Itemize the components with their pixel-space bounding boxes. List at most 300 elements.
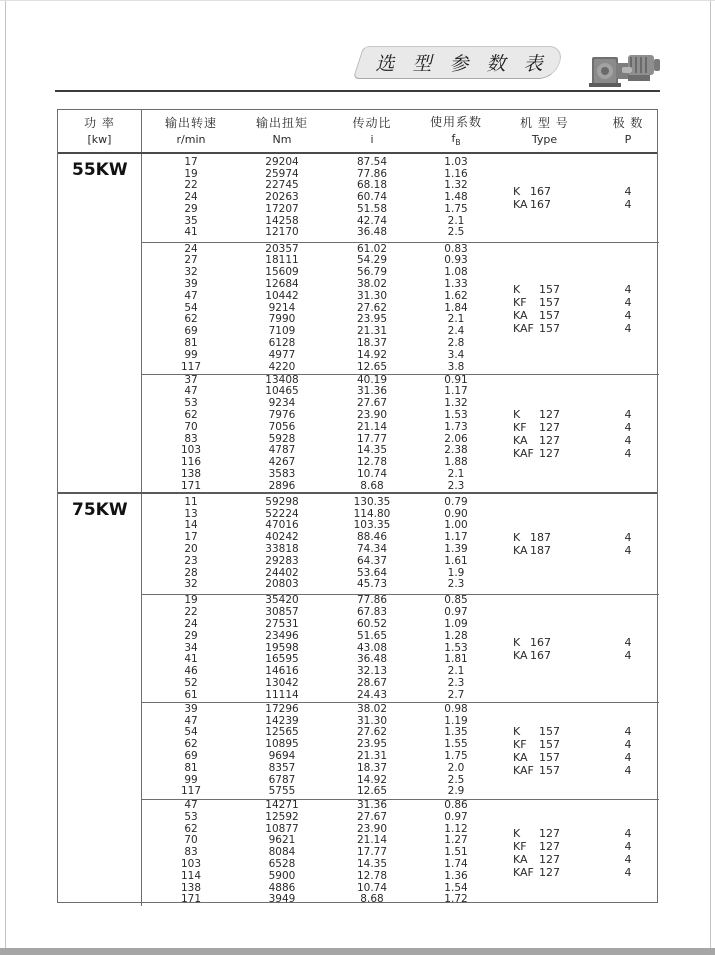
- ratio-block: [142, 594, 659, 702]
- speed-cell: 19: [184, 594, 198, 607]
- torque-cell: 4220: [268, 360, 296, 373]
- ratio-cell: 54.29: [356, 254, 388, 267]
- speed-cell: 46: [184, 665, 198, 678]
- torque-cell: 9621: [268, 834, 296, 847]
- model-prefix: KAF: [513, 866, 534, 879]
- torque-cell: 6787: [268, 773, 296, 786]
- speed-cell: 103: [180, 857, 202, 870]
- factor-cell: 2.9: [447, 785, 465, 798]
- model-prefix: KF: [513, 420, 527, 434]
- table-row: [142, 244, 659, 256]
- poles-cell: 4: [624, 308, 632, 322]
- power-rating-label: 75KW: [72, 500, 128, 520]
- torque-cell: 5900: [268, 869, 296, 882]
- ratio-cell: 8.68: [360, 893, 384, 906]
- factor-cell: 0.83: [444, 242, 468, 255]
- poles-cell: 4: [624, 725, 632, 738]
- poles-cell: 4: [624, 295, 632, 309]
- ratio-cell: 14.35: [356, 444, 388, 457]
- factor-cell: 0.97: [444, 606, 468, 619]
- speed-cell: 22: [184, 179, 198, 192]
- torque-cell: 17296: [265, 702, 299, 715]
- ratio-cell: 43.08: [356, 641, 388, 654]
- speed-cell: 41: [184, 226, 198, 239]
- speed-cell: 53: [184, 810, 198, 823]
- factor-cell: 1.81: [444, 653, 468, 666]
- factor-cell: 1.48: [444, 191, 468, 204]
- torque-cell: 29283: [265, 554, 299, 567]
- ratio-cell: 38.02: [356, 278, 388, 290]
- model-prefix: K: [513, 282, 521, 296]
- speed-cell: 29: [184, 202, 198, 215]
- factor-cell: 2.4: [447, 325, 465, 338]
- ratio-cell: 14.92: [356, 773, 388, 786]
- torque-cell: 4267: [268, 456, 296, 469]
- model-prefix: KF: [513, 840, 527, 853]
- speed-cell: 62: [184, 313, 198, 326]
- factor-cell: 1.62: [444, 289, 468, 302]
- speed-cell: 19: [184, 167, 198, 180]
- factor-cell: 2.06: [444, 432, 468, 445]
- model-prefix: KA: [513, 648, 528, 662]
- factor-cell: 0.90: [444, 507, 468, 520]
- factor-cell: 1.09: [444, 618, 468, 630]
- ratio-cell: 12.78: [356, 869, 388, 882]
- factor-cell: 2.3: [447, 676, 465, 689]
- ratio-cell: 77.86: [356, 594, 388, 607]
- factor-cell: 1.12: [444, 822, 468, 835]
- ratio-cell: 28.67: [356, 676, 388, 689]
- speed-cell: 32: [184, 578, 198, 591]
- ratio-cell: 74.34: [356, 543, 388, 555]
- speed-cell: 23: [184, 554, 198, 567]
- factor-cell: 1.33: [444, 278, 468, 290]
- speed-cell: 24: [184, 242, 198, 255]
- torque-cell: 24402: [265, 566, 299, 579]
- torque-cell: 5928: [268, 432, 296, 445]
- torque-cell: 33818: [265, 543, 299, 555]
- factor-cell: 1.35: [444, 726, 468, 739]
- ratio-block: [142, 374, 659, 492]
- table-row: [142, 607, 659, 619]
- table-row: [142, 690, 659, 702]
- model-prefix: KAF: [513, 321, 534, 335]
- type-row: [492, 725, 659, 738]
- table-row: [142, 350, 659, 362]
- ratio-cell: 45.73: [356, 578, 388, 591]
- torque-cell: 9694: [268, 750, 296, 762]
- torque-cell: 10442: [265, 289, 299, 302]
- poles-cell: 4: [624, 827, 632, 840]
- torque-cell: 4787: [268, 444, 296, 457]
- speed-cell: 13: [184, 507, 198, 520]
- table-row: [142, 786, 659, 798]
- torque-cell: 20803: [265, 578, 299, 591]
- torque-cell: 12684: [265, 278, 299, 290]
- speed-cell: 41: [184, 653, 198, 666]
- model-cell: [492, 531, 597, 544]
- type-row: [492, 636, 659, 649]
- poles-cell: 4: [624, 738, 632, 751]
- factor-cell: 2.0: [447, 761, 465, 774]
- ratio-cell: 23.90: [356, 408, 388, 421]
- torque-cell: 14616: [265, 665, 299, 678]
- model-size: 157: [539, 295, 560, 309]
- ratio-block: [142, 242, 659, 374]
- type-row: [492, 322, 659, 335]
- torque-cell: 20357: [265, 242, 299, 255]
- factor-cell: 1.03: [444, 155, 468, 168]
- table-row: [142, 216, 659, 228]
- selection-parameter-table: [57, 109, 658, 906]
- type-row: [492, 283, 659, 296]
- speed-cell: 11: [184, 495, 198, 508]
- model-size: 167: [530, 648, 551, 662]
- torque-cell: 9214: [268, 301, 296, 314]
- ratio-cell: 23.95: [356, 313, 388, 326]
- header-output-torque: 输出扭矩 Nm: [255, 115, 308, 146]
- type-row: [492, 434, 659, 447]
- factor-cell: 1.17: [444, 385, 468, 398]
- page-bottom-bar: [0, 948, 715, 955]
- model-size: 157: [539, 282, 560, 296]
- factor-cell: 1.61: [444, 554, 468, 567]
- model-size: 127: [539, 853, 560, 866]
- speed-cell: 61: [184, 688, 198, 701]
- speed-cell: 39: [184, 702, 198, 715]
- type-row: [492, 866, 659, 879]
- torque-cell: 7056: [268, 420, 296, 433]
- speed-cell: 54: [184, 726, 198, 739]
- type-list: [492, 827, 659, 879]
- speed-cell: 171: [180, 893, 202, 906]
- speed-cell: 47: [184, 289, 198, 302]
- factor-cell: 1.32: [444, 179, 468, 192]
- table-row: [142, 362, 659, 374]
- model-prefix: KA: [513, 433, 528, 447]
- torque-cell: 3949: [268, 893, 296, 906]
- model-size: 157: [539, 764, 560, 777]
- torque-cell: 22745: [265, 179, 299, 192]
- model-size: 187: [530, 544, 551, 557]
- factor-cell: 1.74: [444, 857, 468, 870]
- model-size: 157: [539, 308, 560, 322]
- speed-cell: 117: [180, 360, 202, 373]
- factor-cell: 2.3: [447, 479, 465, 492]
- ratio-cell: 42.74: [356, 214, 388, 227]
- speed-cell: 32: [184, 266, 198, 279]
- section-content: [142, 494, 659, 906]
- model-size: 127: [539, 407, 560, 421]
- table-row: [142, 812, 659, 824]
- model-size: 167: [530, 635, 551, 649]
- header-divider: [55, 90, 660, 92]
- table-row: [142, 255, 659, 267]
- speed-cell: 62: [184, 738, 198, 751]
- table-row: [142, 595, 659, 607]
- header-service-factor: 使用系数 $f_B$: [429, 115, 482, 148]
- ratio-cell: 130.35: [353, 495, 391, 508]
- torque-cell: 14271: [265, 798, 299, 811]
- poles-cell: 4: [624, 648, 632, 662]
- ratio-cell: 23.95: [356, 738, 388, 751]
- torque-cell: 35420: [265, 594, 299, 607]
- factor-cell: 1.88: [444, 456, 468, 469]
- ratio-cell: 56.79: [356, 266, 388, 279]
- ratio-cell: 31.30: [356, 714, 388, 727]
- table-row: [142, 894, 659, 906]
- torque-cell: 18111: [265, 254, 299, 267]
- speed-cell: 28: [184, 566, 198, 579]
- type-row: [492, 198, 659, 211]
- torque-cell: 23496: [265, 629, 299, 642]
- speed-cell: 116: [180, 456, 202, 469]
- ratio-cell: 31.36: [356, 798, 388, 811]
- gearmotor-photo-icon: [586, 43, 664, 93]
- table-row: [142, 338, 659, 350]
- factor-cell: 2.1: [447, 467, 465, 480]
- poles-cell: 4: [624, 764, 632, 777]
- torque-cell: 12170: [265, 226, 299, 239]
- model-cell: [492, 853, 597, 866]
- ratio-cell: 64.37: [356, 554, 388, 567]
- type-row: [492, 764, 659, 777]
- type-row: [492, 408, 659, 421]
- model-prefix: K: [513, 725, 521, 738]
- ratio-cell: 12.78: [356, 456, 388, 469]
- model-prefix: KA: [513, 544, 528, 557]
- model-size: 127: [539, 446, 560, 460]
- speed-cell: 37: [184, 373, 198, 386]
- factor-cell: 1.84: [444, 301, 468, 314]
- table-row: [142, 497, 659, 509]
- factor-cell: 2.5: [447, 226, 465, 239]
- ratio-cell: 51.58: [356, 202, 388, 215]
- model-cell: [492, 840, 597, 853]
- factor-cell: 2.8: [447, 336, 465, 349]
- torque-cell: 9234: [268, 397, 296, 410]
- ratio-cell: 60.74: [356, 191, 388, 204]
- ratio-cell: 12.65: [356, 360, 388, 373]
- ratio-cell: 67.83: [356, 606, 388, 619]
- torque-cell: 25974: [265, 167, 299, 180]
- factor-cell: 1.28: [444, 629, 468, 642]
- factor-cell: 0.93: [444, 254, 468, 267]
- ratio-cell: 51.65: [356, 629, 388, 642]
- factor-cell: 1.53: [444, 408, 468, 421]
- speed-cell: 70: [184, 834, 198, 847]
- page-left-border: [5, 1, 6, 948]
- factor-cell: 1.08: [444, 266, 468, 279]
- factor-cell: 1.00: [444, 519, 468, 532]
- model-cell: [492, 764, 597, 777]
- model-cell: [492, 198, 597, 211]
- model-prefix: K: [513, 635, 521, 649]
- torque-cell: 4977: [268, 348, 296, 361]
- factor-cell: 3.8: [447, 360, 465, 373]
- poles-cell: 4: [624, 407, 632, 421]
- table-row: [142, 666, 659, 678]
- table-row: [142, 568, 659, 580]
- torque-cell: 7990: [268, 313, 296, 326]
- torque-cell: 13042: [265, 676, 299, 689]
- table-row: [142, 227, 659, 239]
- poles-cell: 4: [624, 446, 632, 460]
- model-size: 127: [539, 433, 560, 447]
- speed-cell: 20: [184, 543, 198, 555]
- ratio-cell: 8.68: [360, 479, 384, 492]
- speed-cell: 53: [184, 397, 198, 410]
- ratio-cell: 103.35: [353, 519, 391, 532]
- header-power: 功 率 [kw]: [58, 110, 142, 152]
- header-poles: 极 数 P: [612, 115, 644, 146]
- table-row: [142, 375, 659, 387]
- type-list: [492, 531, 659, 557]
- power-rating-label: 55KW: [72, 160, 128, 180]
- speed-cell: 69: [184, 750, 198, 762]
- ratio-cell: 38.02: [356, 702, 388, 715]
- power-section-55KW: [58, 154, 657, 492]
- torque-cell: 8084: [268, 846, 296, 859]
- speed-cell: 39: [184, 278, 198, 290]
- factor-cell: 1.27: [444, 834, 468, 847]
- torque-cell: 10465: [265, 385, 299, 398]
- ratio-cell: 53.64: [356, 566, 388, 579]
- ratio-cell: 10.74: [356, 881, 388, 894]
- factor-cell: 2.3: [447, 578, 465, 591]
- ratio-cell: 27.62: [356, 726, 388, 739]
- type-row: [492, 447, 659, 460]
- speed-cell: 81: [184, 761, 198, 774]
- model-prefix: K: [513, 531, 521, 544]
- model-size: 157: [539, 751, 560, 764]
- torque-cell: 15609: [265, 266, 299, 279]
- table-row: [142, 157, 659, 169]
- type-list: [492, 725, 659, 777]
- ratio-cell: 27.62: [356, 301, 388, 314]
- type-list: [492, 185, 659, 211]
- factor-cell: 0.85: [444, 594, 468, 607]
- ratio-cell: 77.86: [356, 167, 388, 180]
- factor-cell: 1.19: [444, 714, 468, 727]
- ratio-cell: 21.31: [356, 750, 388, 762]
- torque-cell: 13408: [265, 373, 299, 386]
- speed-cell: 22: [184, 606, 198, 619]
- table-row: [142, 619, 659, 631]
- torque-cell: 14258: [265, 214, 299, 227]
- table-row: [142, 579, 659, 591]
- header-ratio: 传动比 i: [352, 115, 392, 146]
- header-type: 机 型 号 Type: [520, 115, 569, 146]
- speed-cell: 17: [184, 531, 198, 544]
- model-cell: [492, 725, 597, 738]
- model-cell: [492, 866, 597, 879]
- torque-cell: 6528: [268, 857, 296, 870]
- type-row: [492, 309, 659, 322]
- ratio-cell: 24.43: [356, 688, 388, 701]
- page-banner: [358, 46, 560, 79]
- torque-cell: 3583: [268, 467, 296, 480]
- table-row: [142, 481, 659, 493]
- poles-cell: 4: [624, 840, 632, 853]
- ratio-cell: 10.74: [356, 467, 388, 480]
- ratio-cell: 17.77: [356, 846, 388, 859]
- speed-cell: 99: [184, 348, 198, 361]
- torque-cell: 30857: [265, 606, 299, 619]
- torque-cell: 2896: [268, 479, 296, 492]
- ratio-cell: 60.52: [356, 618, 388, 630]
- ratio-cell: 88.46: [356, 531, 388, 544]
- table-row: [142, 267, 659, 279]
- model-cell: [492, 283, 597, 296]
- ratio-cell: 31.36: [356, 385, 388, 398]
- model-cell: [492, 827, 597, 840]
- speed-cell: 14: [184, 519, 198, 532]
- model-cell: [492, 636, 597, 649]
- torque-cell: 10877: [265, 822, 299, 835]
- torque-cell: 7976: [268, 408, 296, 421]
- torque-cell: 40242: [265, 531, 299, 544]
- speed-cell: 62: [184, 408, 198, 421]
- poles-cell: 4: [624, 751, 632, 764]
- speed-cell: 81: [184, 336, 198, 349]
- factor-cell: 1.9: [447, 566, 465, 579]
- model-size: 187: [530, 531, 551, 544]
- ratio-cell: 14.35: [356, 857, 388, 870]
- model-cell: [492, 434, 597, 447]
- torque-cell: 27531: [265, 618, 299, 630]
- ratio-cell: 61.02: [356, 242, 388, 255]
- ratio-block: [142, 154, 659, 242]
- speed-cell: 27: [184, 254, 198, 267]
- type-row: [492, 531, 659, 544]
- torque-cell: 20263: [265, 191, 299, 204]
- ratio-cell: 21.14: [356, 420, 388, 433]
- model-cell: [492, 544, 597, 557]
- factor-cell: 2.5: [447, 773, 465, 786]
- speed-cell: 103: [180, 444, 202, 457]
- section-content: [142, 154, 659, 492]
- poles-cell: 4: [624, 853, 632, 866]
- speed-cell: 138: [180, 881, 202, 894]
- type-row: [492, 544, 659, 557]
- model-cell: [492, 296, 597, 309]
- page-right-border: [710, 1, 711, 948]
- ratio-cell: 114.80: [353, 507, 391, 520]
- speed-cell: 83: [184, 846, 198, 859]
- table-row: [142, 386, 659, 398]
- model-prefix: KA: [513, 198, 528, 211]
- power-column: [58, 154, 142, 492]
- table-row: [142, 169, 659, 181]
- factor-cell: 0.86: [444, 798, 468, 811]
- speed-cell: 138: [180, 467, 202, 480]
- factor-cell: 1.32: [444, 397, 468, 410]
- ratio-cell: 21.14: [356, 834, 388, 847]
- factor-cell: 1.36: [444, 869, 468, 882]
- type-row: [492, 840, 659, 853]
- speed-cell: 17: [184, 155, 198, 168]
- type-list: [492, 283, 659, 335]
- torque-cell: 14239: [265, 714, 299, 727]
- ratio-cell: 87.54: [356, 155, 388, 168]
- factor-cell: 1.73: [444, 420, 468, 433]
- speed-cell: 62: [184, 822, 198, 835]
- page-title: 选 型 参 数 表: [375, 53, 549, 75]
- ratio-cell: 23.90: [356, 822, 388, 835]
- model-cell: [492, 185, 597, 198]
- speed-cell: 69: [184, 325, 198, 338]
